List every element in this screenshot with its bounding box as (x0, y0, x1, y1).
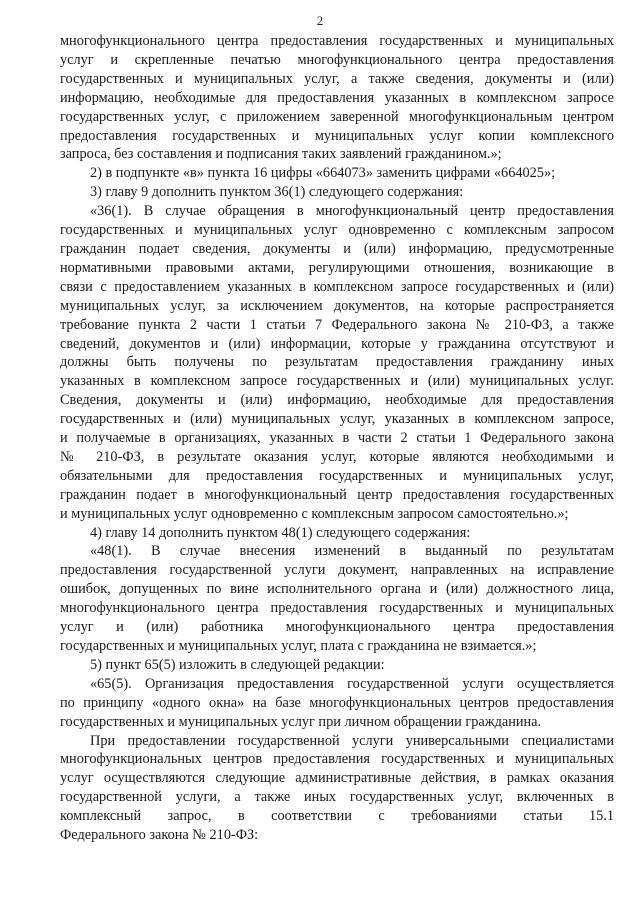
text-line: При предоставлении государственной услуги универсальными специалистами (90, 732, 614, 749)
text-line: услуг осуществляются следующие административные действия, в рамках оказания (60, 770, 614, 787)
text-line: муниципальных услуг, за исключением документов, на которые распространяется (60, 297, 614, 314)
text-line: «48(1). В случае внесения изменений в выданный по результатам (90, 543, 614, 560)
text-line: государственных и муниципальных услуг при личном обращении гражданина. (60, 713, 542, 730)
text-line: и получаемые в организациях, указанных в части 2 статьи 1 Федерального закона (60, 430, 614, 447)
text-line: 2) в подпункте «в» пункта 16 цифры «664073» заменить цифрами «664025»; (90, 165, 556, 182)
text-line: информацию, необходимые для предоставления указанных в комплексном запросе (60, 89, 614, 106)
text-line: многофункционального центра предоставления государственных и муниципальных (60, 33, 614, 49)
page-number: 2 (316, 13, 324, 28)
text-line: требование пункта 2 части 1 статьи 7 Федерального закона № 210-ФЗ, а также (60, 316, 614, 333)
text-line: услуг и скрепленные печатью многофункционального центра предоставления (60, 51, 614, 68)
text-line: 5) пункт 65(5) изложить в следующей редакции: (90, 656, 385, 673)
text-line: государственной услуги, а также иных государственных услуг, включенных в (60, 789, 614, 806)
text-line: по принципу «одного окна» на базе многофункциональных центров предоставления (60, 694, 614, 711)
text-line: комплексный запрос, в соответствии с требованиями статьи 15.1 (60, 808, 614, 825)
text-line: Федерального закона № 210-ФЗ: (60, 827, 259, 844)
text-line: указанных в комплексном запросе государственных и (или) муниципальных услуг. (60, 373, 614, 390)
text-line: государственных и муниципальных услуг одновременно с комплексным запросом (60, 222, 614, 239)
text-line: государственных услуг, с приложением заверенной многофункциональным центром (60, 108, 614, 125)
text-line: предоставления государственных и муниципальных услуг копии комплексного (60, 127, 614, 144)
text-line: многофункциональных центров предоставления государственных и муниципальных (60, 751, 614, 768)
text-line: 4) главу 14 дополнить пунктом 48(1) следующего содержания: (90, 524, 471, 541)
text-line: государственных и муниципальных услуг, а также сведения, документы и (или) (60, 70, 614, 87)
text-line: запроса, без составления и подписания таких заявлений гражданином.»; (60, 146, 502, 163)
text-line: и муниципальных услуг одновременно с комплексным запросом самостоятельно.»; (60, 505, 569, 522)
text-line: многофункционального центра предоставления государственных и муниципальных (60, 600, 614, 617)
text-line: нормативными правовыми актами, регулирующими отношения, возникающие в (60, 259, 614, 276)
text-line: должны быть получены по результатам предоставления гражданину иных (60, 354, 614, 371)
text-line: 3) главу 9 дополнить пунктом 36(1) следующего содержания: (90, 184, 464, 201)
text-line: «65(5). Организация предоставления государственной услуги осуществляется (90, 675, 614, 692)
text-line: государственных и муниципальных услуг, плата с гражданина не взимается.»; (60, 638, 537, 654)
text-line: гражданин подает в многофункциональный центр предоставления государственных (60, 486, 614, 503)
text-line: «36(1). В случае обращения в многофункциональный центр предоставления (90, 203, 614, 220)
text-line: гражданин подает сведения, документы и (или) информацию, предусмотренные (60, 240, 614, 257)
text-line: Сведения, документы и (или) информацию, необходимые для предоставления (60, 392, 614, 409)
text-line: услуг и (или) работника многофункционального центра предоставления (60, 619, 614, 636)
text-line: сведений, документов и (или) информации, которые у гражданина отсутствуют и (60, 335, 614, 352)
text-line: обязательными для предоставления государственных и муниципальных услуг, (60, 467, 614, 484)
text-line: предоставления государственной услуги документ, направленных на исправление (60, 562, 614, 579)
text-line: № 210-ФЗ, в результате оказания услуг, которые являются необходимыми и (60, 448, 614, 465)
document-body (60, 32, 614, 845)
text-line: связи с предоставлением указанных в комплексном запросе государственных и (или) (60, 278, 614, 295)
text-line: государственных и (или) муниципальных услуг, указанных в комплексном запросе, (60, 411, 614, 428)
text-line: ошибок, допущенных по вине исполнительного органа и (или) должностного лица, (60, 581, 614, 598)
